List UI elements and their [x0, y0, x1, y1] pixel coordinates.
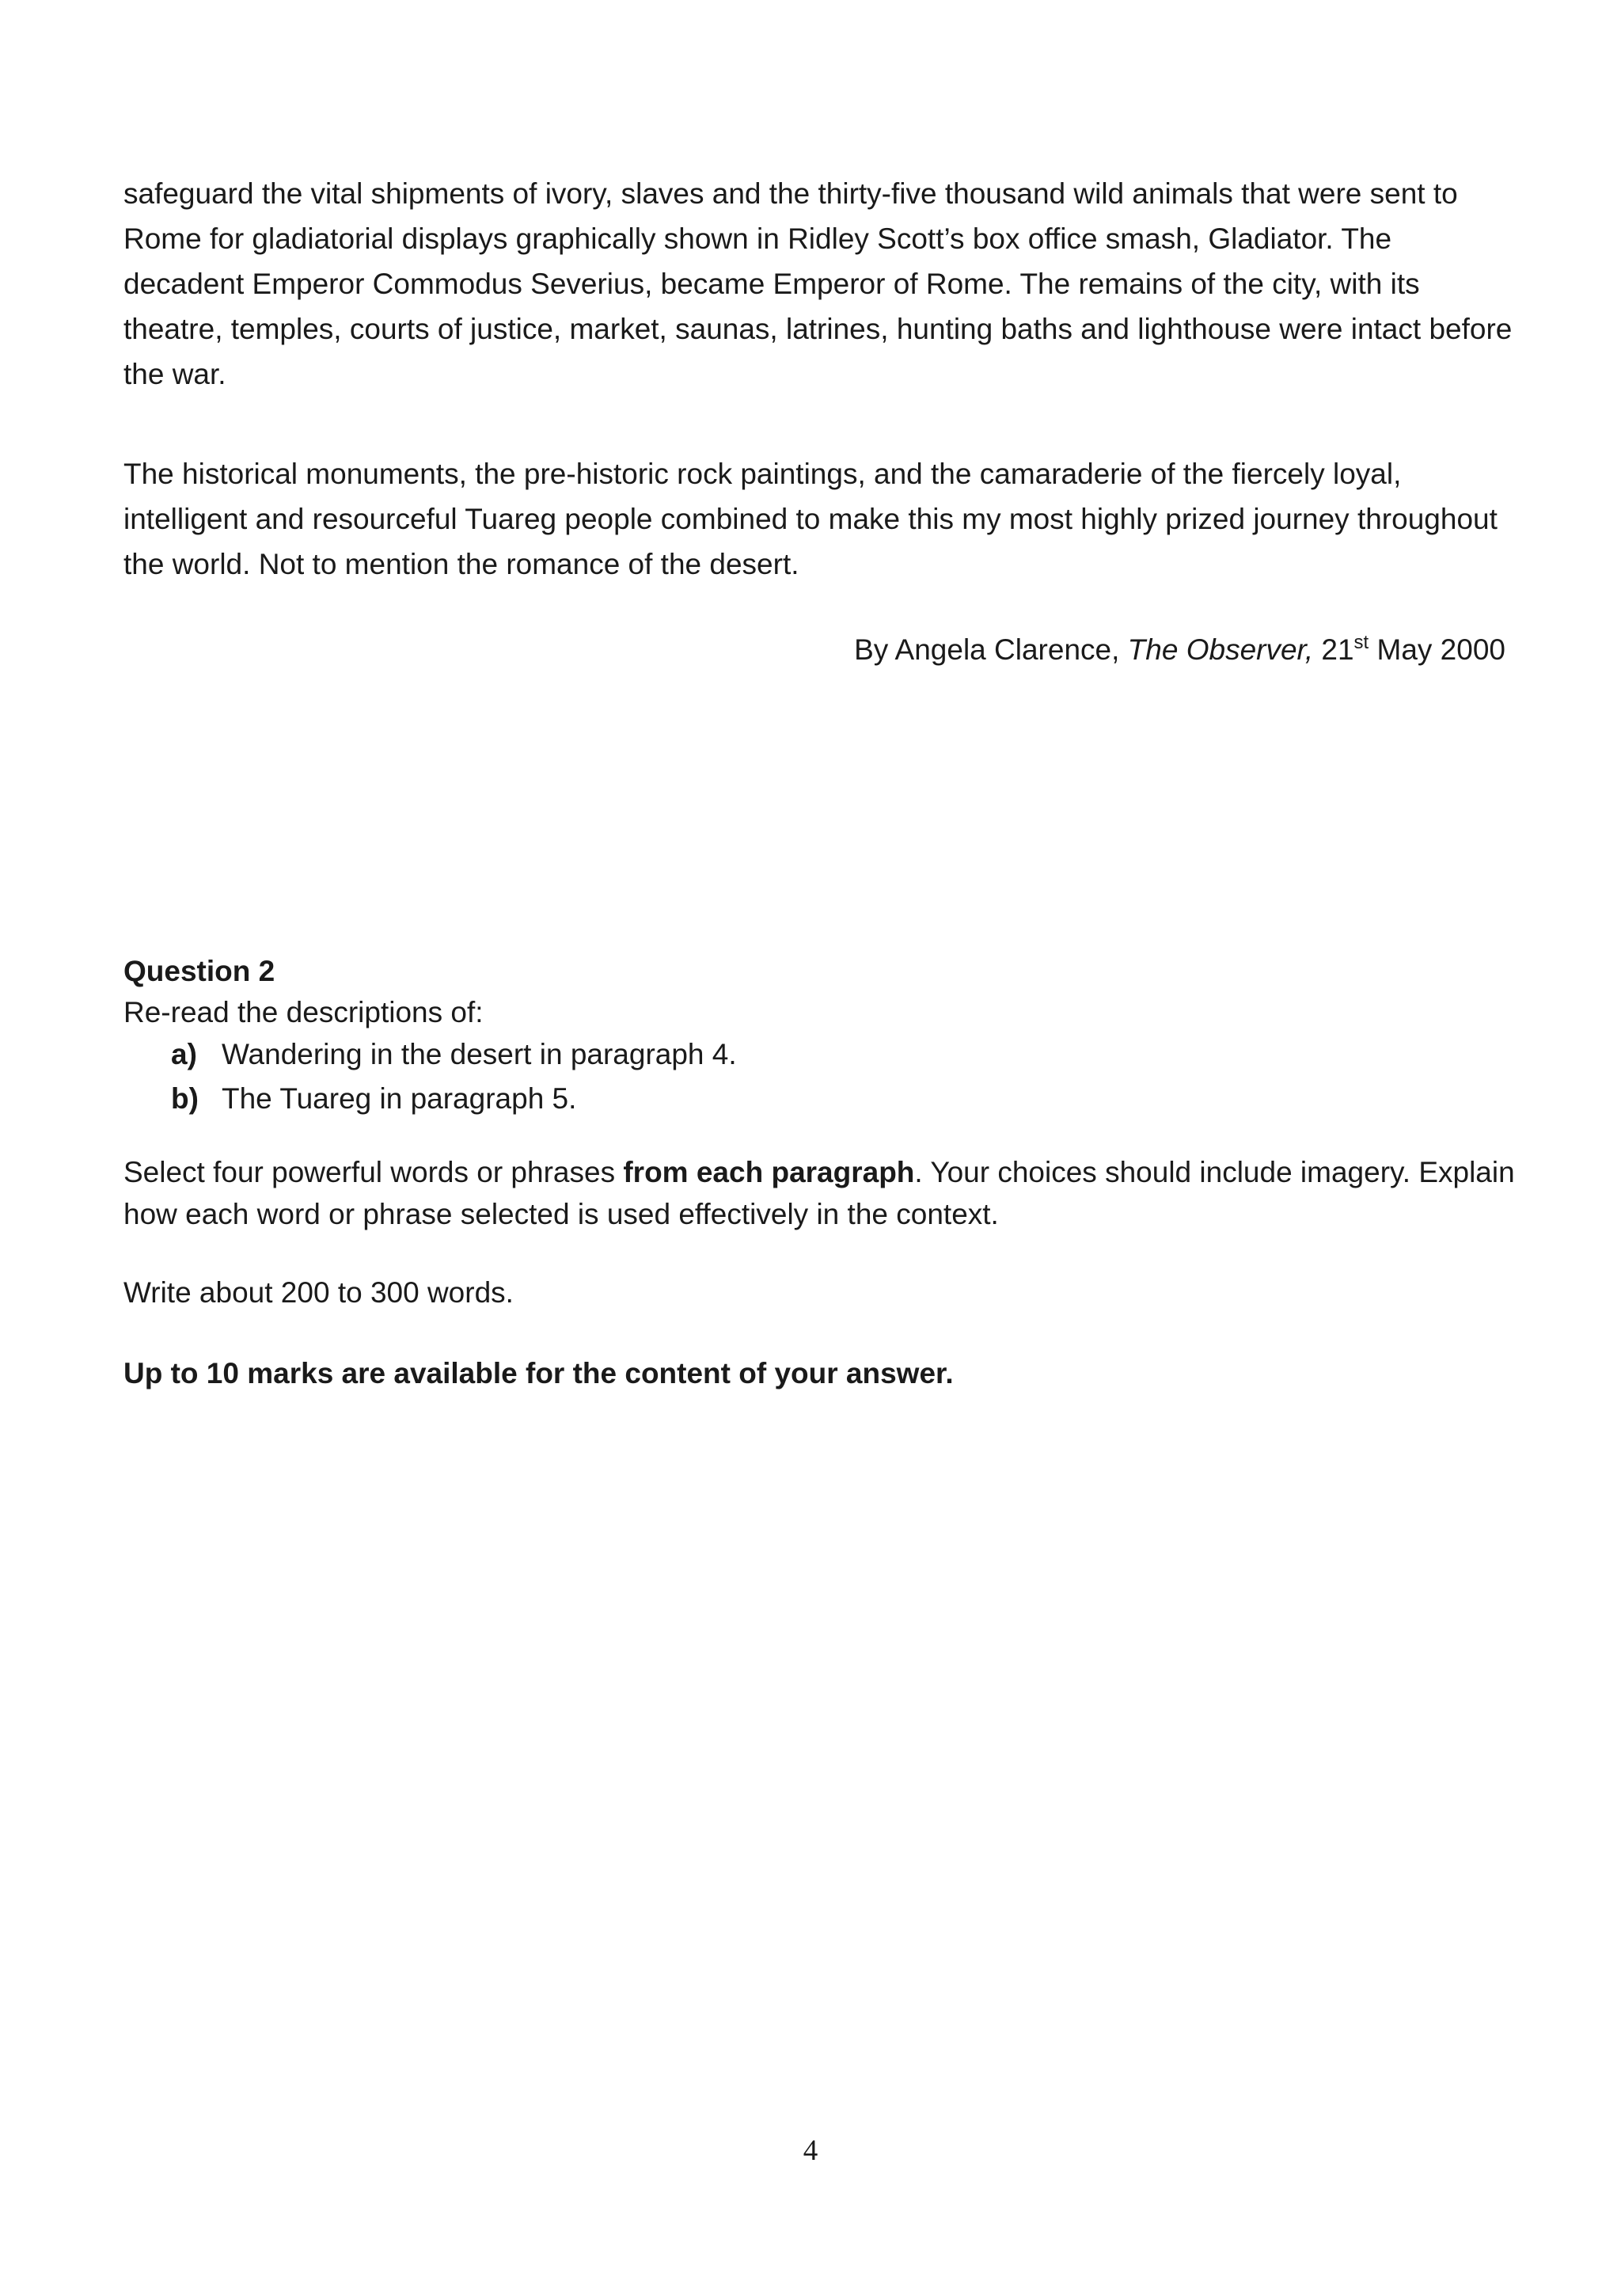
question-instruction [123, 1151, 1548, 1235]
byline-publication: The Observer, [1127, 633, 1314, 666]
instruction-text-end: . Your choices should include imagery. Explain how each word or phrase selected is used effectively in the context. [123, 1156, 1515, 1230]
question-item-text: The Tuareg in paragraph 5. [222, 1082, 577, 1115]
question-item-marker: a) [171, 1038, 197, 1070]
question-title: Question 2 [123, 955, 275, 987]
page-number: 4 [803, 2134, 818, 2167]
byline-day: 21 [1313, 633, 1354, 666]
marks-note: Up to 10 marks are available for the content of your answer. [123, 1357, 954, 1389]
word-count-instruction: Write about 200 to 300 words. [123, 1276, 514, 1309]
byline-day-suffix: st [1353, 632, 1369, 653]
passage-paragraph-2: The historical monuments, the pre-historic rock paintings, and the camaraderie of the fiercely loyal, intelligent and resourceful Tuareg people combined to make this my most highly prized journey throughout the world. Not to mention the romance of the desert. [123, 458, 1498, 580]
question-items-list [171, 1032, 737, 1121]
article-byline [854, 627, 1505, 672]
byline-author: By Angela Clarence, [854, 633, 1128, 666]
instruction-text-start: Select four powerful words or phrases [123, 1156, 624, 1188]
question-item-b [171, 1077, 737, 1121]
question-item-text: Wandering in the desert in paragraph 4. [222, 1038, 737, 1070]
question-item-a [171, 1032, 737, 1077]
question-item-marker: b) [171, 1082, 199, 1115]
instruction-emphasis: from each paragraph [623, 1156, 915, 1188]
passage-paragraph-1: safeguard the vital shipments of ivory, slaves and the thirty-five thousand wild animals that were sent to Rome for gladiatorial displays graphically shown in Ridley Scott’s box office smash, Gladiator. The decadent Emperor Commodus Severius, became Emperor of Rome. The remains of the city, with its theatre, temples, courts of justice, market, saunas, latrines, hunting baths and lighthouse were intact before the war. [123, 177, 1513, 390]
byline-month-year: May 2000 [1369, 633, 1505, 666]
question-intro: Re-read the descriptions of: [123, 996, 484, 1028]
